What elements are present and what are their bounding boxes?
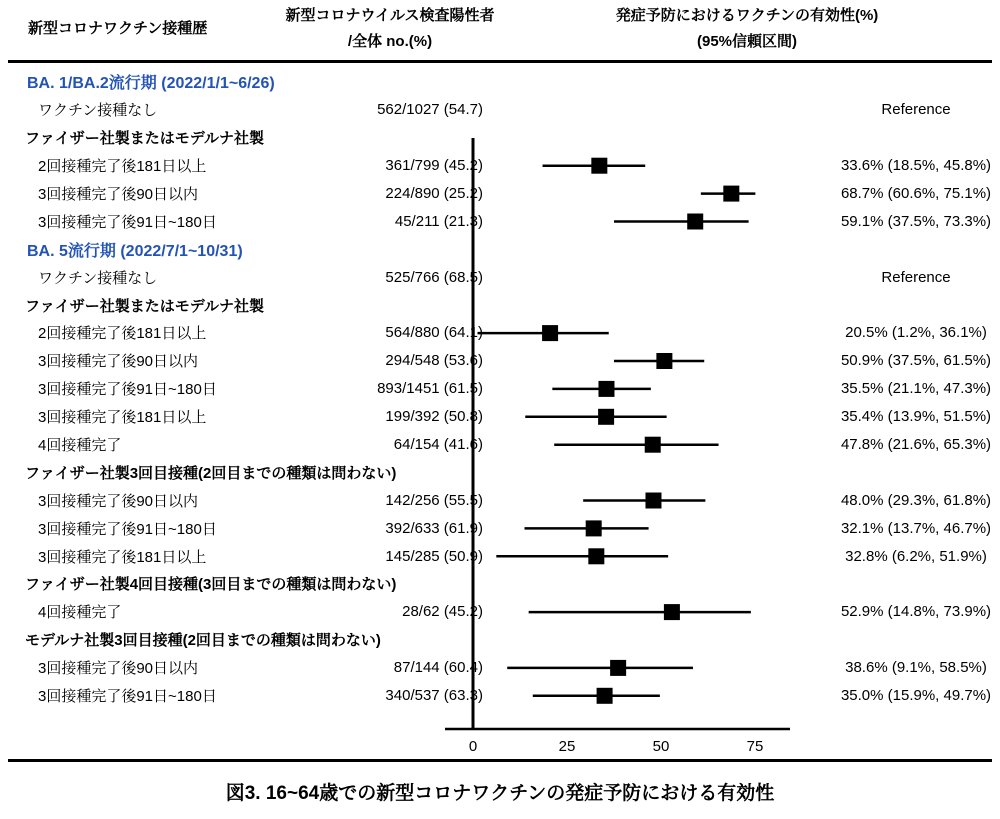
- row-effect: 38.6% (9.1%, 58.5%): [845, 659, 987, 677]
- row-counts: 361/799 (45.2): [385, 157, 483, 175]
- row-counts: 562/1027 (54.7): [377, 101, 483, 119]
- point-estimate-marker: [597, 688, 613, 704]
- row-label: ファイザー社製3回目接種(2回目までの種類は問わない): [25, 464, 397, 482]
- x-tick-label: 50: [652, 738, 670, 755]
- point-estimate-marker: [591, 158, 607, 174]
- row-label: 2回接種完了後181日以上: [38, 158, 207, 176]
- row-label: 2回接種完了後181日以上: [38, 325, 207, 343]
- row-label: 4回接種完了: [38, 604, 122, 622]
- point-estimate-marker: [645, 493, 661, 509]
- row-label: 3回接種完了後181日以上: [38, 409, 207, 427]
- footer-divider-line: [8, 759, 992, 762]
- forest-plot-canvas: [445, 62, 795, 762]
- row-counts: 294/548 (53.6): [385, 352, 483, 370]
- point-estimate-marker: [586, 520, 602, 536]
- point-estimate-marker: [656, 353, 672, 369]
- column-header-effectiveness-line2: (95%信頼区間): [696, 33, 797, 50]
- point-estimate-marker: [598, 409, 614, 425]
- row-counts: 145/285 (50.9): [385, 547, 483, 565]
- x-tick-label: 25: [558, 738, 576, 755]
- row-effect: Reference: [881, 101, 951, 119]
- row-label: モデルナ社製3回目接種(2回目までの種類は問わない): [25, 632, 381, 650]
- column-header-positives-line2: /全体 no.(%): [347, 33, 433, 50]
- row-effect: 52.9% (14.8%, 73.9%): [840, 603, 992, 621]
- row-counts: 564/880 (64.1): [385, 324, 483, 342]
- row-label: ワクチン接種なし: [38, 269, 158, 287]
- column-header-positives-line1: 新型コロナウイルス検査陽性者: [285, 7, 495, 24]
- row-effect: Reference: [881, 268, 951, 286]
- row-counts: 142/256 (55.5): [385, 491, 483, 509]
- row-effect: 32.1% (13.7%, 46.7%): [840, 519, 992, 537]
- row-counts: 340/537 (63.3): [385, 687, 483, 705]
- point-estimate-marker: [542, 325, 558, 341]
- row-label: 3回接種完了後90日以内: [38, 660, 199, 678]
- column-header-effectiveness-line1: 発症予防におけるワクチンの有効性(%): [615, 7, 879, 24]
- row-effect: 33.6% (18.5%, 45.8%): [840, 157, 992, 175]
- row-effect: 35.0% (15.9%, 49.7%): [840, 687, 992, 705]
- point-estimate-marker: [723, 186, 739, 202]
- row-label: 3回接種完了後90日以内: [38, 492, 199, 510]
- row-label: 3回接種完了後90日以内: [38, 186, 199, 203]
- row-effect: 32.8% (6.2%, 51.9%): [845, 547, 987, 565]
- row-counts: 199/392 (50.8): [385, 408, 483, 426]
- row-label: ファイザー社製またはモデルナ社製: [25, 130, 264, 148]
- row-label: 3回接種完了後91日~180日: [38, 381, 217, 399]
- row-counts: 224/890 (25.2): [385, 185, 483, 202]
- column-header-vaccination-history: 新型コロナワクチン接種歴: [28, 20, 208, 37]
- row-effect: 35.4% (13.9%, 51.5%): [840, 408, 992, 426]
- x-tick-label: 0: [468, 738, 478, 755]
- row-counts: 45/211 (21.3): [394, 212, 483, 230]
- row-effect: 47.8% (21.6%, 65.3%): [840, 436, 992, 454]
- column-header-positives: [260, 3, 520, 55]
- row-counts: 893/1451 (61.5): [377, 380, 483, 398]
- row-label: ファイザー社製またはモデルナ社製: [25, 297, 264, 315]
- x-tick-label: 75: [746, 738, 764, 755]
- row-label: 4回接種完了: [38, 437, 122, 455]
- row-effect: 20.5% (1.2%, 36.1%): [845, 324, 987, 342]
- row-label: 3回接種完了後91日~180日: [38, 520, 217, 538]
- row-label: ワクチン接種なし: [38, 102, 158, 120]
- point-estimate-marker: [598, 381, 614, 397]
- row-effect: 50.9% (37.5%, 61.5%): [840, 352, 992, 370]
- row-counts: 87/144 (60.4): [393, 659, 483, 677]
- row-effect: 59.1% (37.5%, 73.3%): [840, 212, 992, 230]
- point-estimate-marker: [664, 604, 680, 620]
- point-estimate-marker: [645, 437, 661, 453]
- row-label: 3回接種完了後90日以内: [38, 353, 199, 371]
- point-estimate-marker: [687, 214, 703, 230]
- row-label: 3回接種完了後91日~180日: [38, 213, 217, 231]
- column-header-effectiveness: [587, 3, 907, 55]
- row-label: 3回接種完了後91日~180日: [38, 688, 217, 706]
- row-label: BA. 5流行期 (2022/7/1~10/31): [27, 242, 243, 260]
- row-effect: 48.0% (29.3%, 61.8%): [840, 491, 992, 509]
- row-counts: 392/633 (61.9): [385, 519, 483, 537]
- point-estimate-marker: [588, 548, 604, 564]
- row-label: BA. 1/BA.2流行期 (2022/1/1~6/26): [27, 75, 275, 93]
- row-effect: 68.7% (60.6%, 75.1%): [840, 185, 992, 202]
- row-label: 3回接種完了後181日以上: [38, 548, 207, 566]
- row-effect: 35.5% (21.1%, 47.3%): [840, 380, 992, 398]
- row-label: ファイザー社製4回目接種(3回目までの種類は問わない): [25, 576, 397, 594]
- point-estimate-marker: [610, 660, 626, 676]
- row-counts: 28/62 (45.2): [402, 603, 483, 621]
- figure-caption: 図3. 16~64歳での新型コロナワクチンの発症予防における有効性: [225, 783, 775, 804]
- row-counts: 525/766 (68.5): [385, 268, 483, 286]
- row-counts: 64/154 (41.6): [393, 436, 483, 454]
